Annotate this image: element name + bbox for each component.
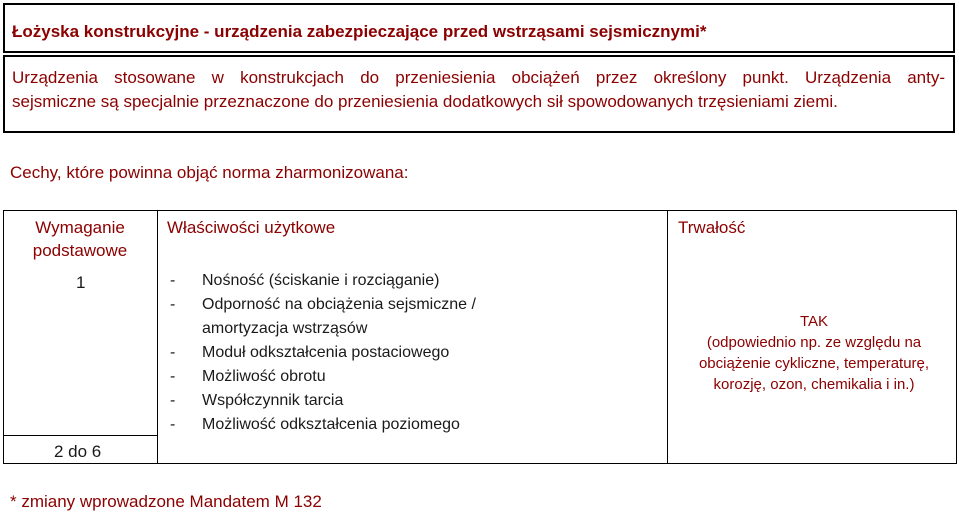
header-durability: Trwałość xyxy=(678,218,746,237)
property-item: - Współczynnik tarcia xyxy=(164,389,494,413)
property-item: - Odporność na obciążenia sejsmiczne / amortyzacja wstrząsów xyxy=(164,293,494,341)
description-box xyxy=(3,55,955,133)
properties-list xyxy=(164,269,494,437)
document-title: Łożyska konstrukcyjne - urządzenia zabezpieczające przed wstrząsami sejsmicznymi* xyxy=(3,3,955,53)
table-divider-1 xyxy=(157,211,158,463)
requirement-1: 1 xyxy=(76,273,86,292)
durability-line-4: korozję, ozon, chemikalia i in.) xyxy=(713,376,915,393)
header-properties: Właściwości użytkowe xyxy=(167,218,336,237)
property-item: - Moduł odkształcenia postaciowego xyxy=(164,341,494,365)
features-heading: Cechy, które powinna objąć norma zharmonizowana: xyxy=(10,163,409,182)
requirement-2-6: 2 do 6 xyxy=(54,442,102,461)
property-item: - Możliwość odkształcenia poziomego xyxy=(164,413,494,437)
durability-line-2: (odpowiednio np. ze względu na xyxy=(706,334,922,351)
footnote: * zmiany wprowadzone Mandatem M 132 xyxy=(10,492,322,511)
table-divider-2 xyxy=(667,211,668,463)
requirements-table xyxy=(3,210,957,464)
property-item: - Możliwość obrotu xyxy=(164,365,494,389)
durability-line-1: TAK xyxy=(799,313,829,330)
table-row-divider xyxy=(4,435,157,436)
header-requirements: Wymaganie podstawowe xyxy=(32,218,128,260)
durability-cell xyxy=(672,311,956,395)
description-line-1: Urządzenia stosowane w konstrukcjach do przeniesienia obciążeń przez określony punkt. Urządzenia anty- xyxy=(12,68,945,87)
durability-line-3: obciążenie cykliczne, temperaturę, xyxy=(698,355,930,372)
description-line-2: sejsmiczne są specjalnie przeznaczone do przeniesienia dodatkowych sił spowodowanych trzęsieniami ziemi. xyxy=(12,92,838,111)
property-item: - Nośność (ściskanie i rozciąganie) xyxy=(164,269,494,293)
